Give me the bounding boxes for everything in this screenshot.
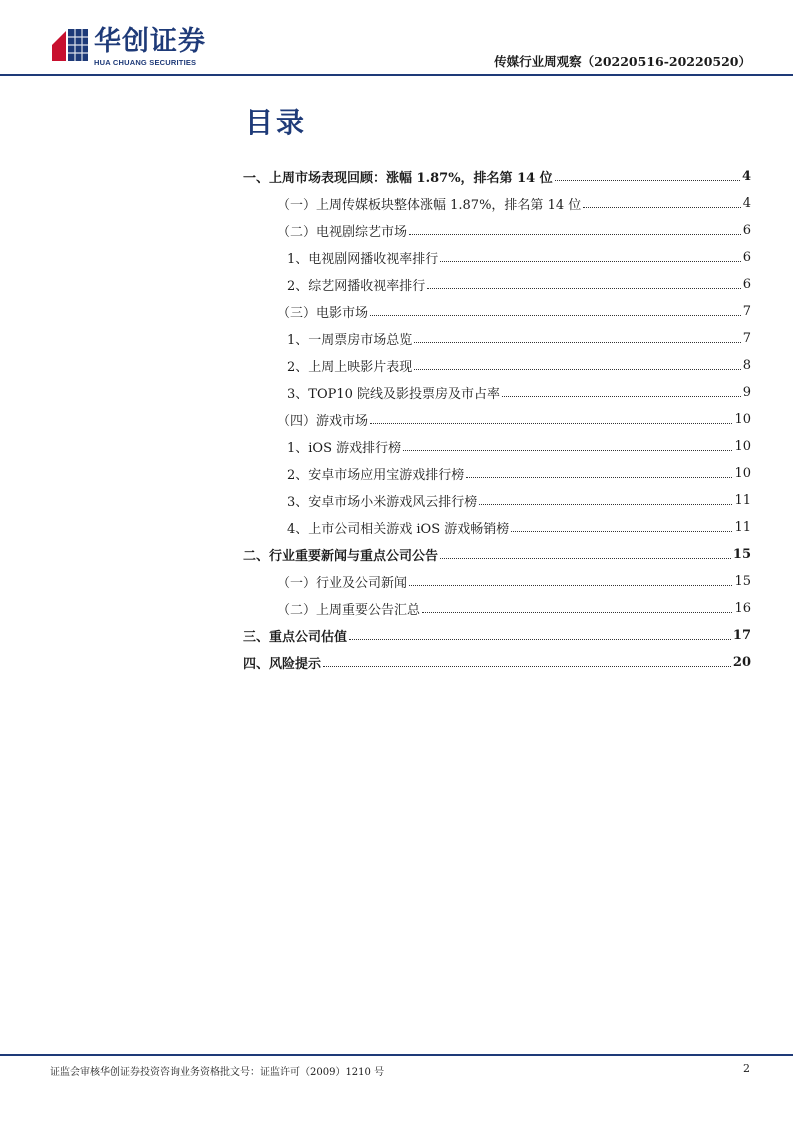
page-number: 2 (743, 1062, 750, 1075)
logo-mark-icon (50, 25, 90, 65)
toc-entry-title: 三、重点公司估值 (243, 630, 348, 645)
toc-entry[interactable] (243, 271, 751, 298)
toc-leader-dots (403, 450, 732, 451)
toc-entry-page: 4 (742, 196, 751, 211)
toc-leader-dots (409, 234, 741, 235)
toc-leader-dots (427, 288, 740, 289)
toc-entry-page: 6 (742, 223, 751, 238)
toc-entry[interactable] (243, 217, 751, 244)
toc-entry[interactable] (243, 541, 751, 568)
toc-entry[interactable] (243, 244, 751, 271)
toc-entry[interactable] (243, 163, 751, 190)
toc-entry-page: 7 (742, 304, 751, 319)
toc-entry-title: 2、上周上映影片表现 (287, 360, 413, 375)
toc-entry-title: 4、上市公司相关游戏 iOS 游戏畅销榜 (287, 522, 510, 537)
toc-entry-page: 7 (742, 331, 751, 346)
toc-entry-page: 10 (734, 412, 751, 427)
header-divider (0, 74, 793, 76)
toc-entry-title: 1、一周票房市场总览 (287, 333, 413, 348)
toc-entry-page: 8 (742, 358, 751, 373)
toc-entry-title: （一）行业及公司新闻 (277, 576, 408, 591)
toc-entry[interactable] (243, 460, 751, 487)
toc-entry[interactable] (243, 325, 751, 352)
toc-entry-title: 1、电视剧网播收视率排行 (287, 252, 439, 267)
toc-entry-page: 17 (732, 628, 751, 643)
toc-entry-title: 3、TOP10 院线及影投票房及市占率 (287, 387, 501, 402)
toc-entry-title: 一、上周市场表现回顾：涨幅 1.87%，排名第 14 位 (243, 171, 553, 186)
toc-entry-title: （三）电影市场 (277, 306, 369, 321)
toc-entry-title: 二、行业重要新闻与重点公司公告 (243, 549, 439, 564)
toc-entry[interactable] (243, 514, 751, 541)
toc-entry-page: 6 (742, 250, 751, 265)
company-logo (50, 25, 210, 67)
page-header (0, 0, 793, 76)
footer-disclaimer: 证监会审核华创证券投资咨询业务资格批文号：证监许可（2009）1210 号 (50, 1067, 385, 1078)
toc-leader-dots (511, 531, 732, 532)
toc-entry-title: 2、综艺网播收视率排行 (287, 279, 426, 294)
toc-entry-page: 16 (734, 601, 751, 616)
toc-entry[interactable] (243, 649, 751, 676)
toc-entry[interactable] (243, 298, 751, 325)
toc-entry[interactable] (243, 190, 751, 217)
toc-entry[interactable] (243, 622, 751, 649)
toc-leader-dots (409, 585, 732, 586)
toc-entry-page: 15 (732, 547, 751, 562)
toc-entry-page: 20 (732, 655, 751, 670)
toc-leader-dots (422, 612, 732, 613)
toc-entry-page: 9 (742, 385, 751, 400)
toc-entry-title: （二）电视剧综艺市场 (277, 225, 408, 240)
toc-entry-title: （四）游戏市场 (277, 414, 369, 429)
toc-leader-dots (440, 261, 740, 262)
toc-entry-page: 6 (742, 277, 751, 292)
toc-entry[interactable] (243, 406, 751, 433)
toc-heading: 目录 (245, 106, 308, 139)
toc-leader-dots (583, 207, 740, 208)
toc-leader-dots (479, 504, 732, 505)
footer-divider (0, 1054, 793, 1056)
report-title: 传媒行业周观察（20220516-20220520） (494, 54, 751, 69)
toc-entry[interactable] (243, 433, 751, 460)
logo-text-en: HUA CHUANG SECURITIES (94, 58, 197, 67)
toc-entry[interactable] (243, 379, 751, 406)
toc-leader-dots (323, 666, 731, 667)
toc-entry-page: 15 (734, 574, 751, 589)
toc-entry-page: 11 (734, 520, 751, 535)
toc-leader-dots (502, 396, 741, 397)
toc-leader-dots (466, 477, 732, 478)
toc-entry[interactable] (243, 595, 751, 622)
toc-leader-dots (370, 315, 741, 316)
toc-entry-page: 4 (741, 169, 751, 184)
toc-entry-title: （一）上周传媒板块整体涨幅 1.87%，排名第 14 位 (277, 198, 582, 213)
toc-leader-dots (349, 639, 731, 640)
toc-entry-title: 四、风险提示 (243, 657, 322, 672)
toc-entry-title: 2、安卓市场应用宝游戏排行榜 (287, 468, 465, 483)
toc-entry-page: 11 (734, 493, 751, 508)
toc-leader-dots (414, 342, 740, 343)
toc-entry[interactable] (243, 568, 751, 595)
toc-entry[interactable] (243, 352, 751, 379)
toc-leader-dots (440, 558, 731, 559)
table-of-contents (243, 163, 751, 676)
toc-leader-dots (555, 180, 740, 181)
toc-leader-dots (414, 369, 740, 370)
toc-entry-title: 1、iOS 游戏排行榜 (287, 441, 402, 456)
toc-leader-dots (370, 423, 732, 424)
toc-entry-title: 3、安卓市场小米游戏风云排行榜 (287, 495, 478, 510)
toc-entry[interactable] (243, 487, 751, 514)
toc-entry-page: 10 (734, 466, 751, 481)
toc-entry-title: （二）上周重要公告汇总 (277, 603, 421, 618)
toc-entry-page: 10 (734, 439, 751, 454)
logo-text-cn: 华创证券 (94, 26, 206, 57)
